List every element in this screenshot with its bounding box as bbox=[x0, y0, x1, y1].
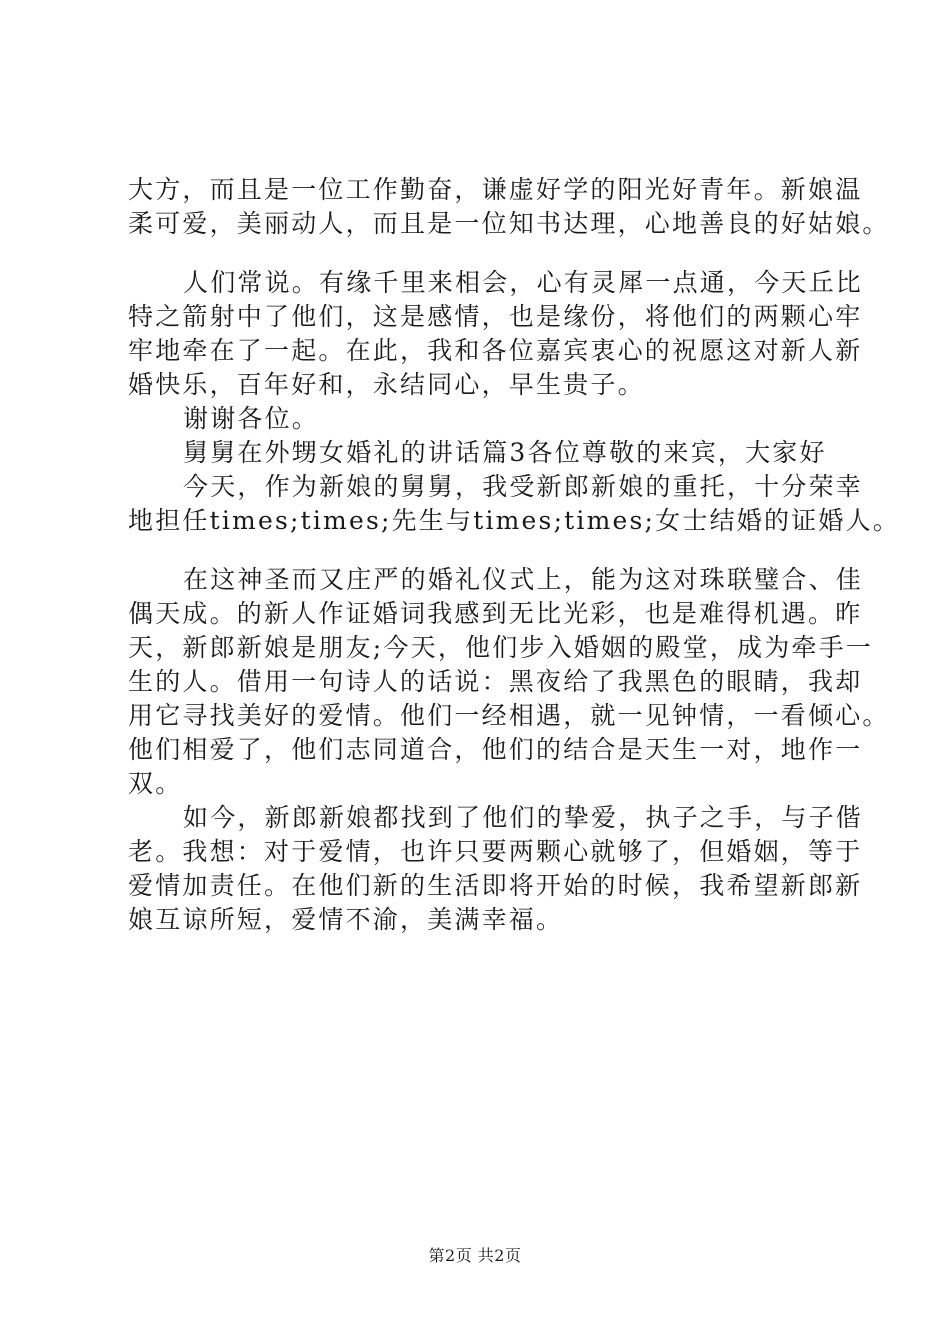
text-line: 双。 bbox=[128, 769, 183, 798]
text-line: 生的人。借用一句诗人的话说：黑夜给了我黑色的眼睛，我却 bbox=[128, 667, 863, 696]
text-line: 偶天成。的新人作证婚词我感到无比光彩，也是难得机遇。昨 bbox=[128, 599, 863, 628]
page-footer: 第2页 共2页 bbox=[428, 1246, 522, 1265]
text-line: 牢地牵在了一起。在此，我和各位嘉宾衷心的祝愿这对新人新 bbox=[128, 336, 863, 365]
text-line: 用它寻找美好的爱情。他们一经相遇，就一见钟情，一看倾心。 bbox=[128, 701, 890, 730]
text-line: 地担任times;times;先生与times;times;女士结婚的证婚人。 bbox=[128, 506, 900, 535]
text-line: 娘互谅所短，爱情不渝，美满幸福。 bbox=[128, 905, 564, 934]
text-line: 柔可爱，美丽动人，而且是一位知书达理，心地善良的好姑娘。 bbox=[128, 209, 890, 238]
thanks-line: 谢谢各位。 bbox=[183, 404, 320, 433]
paragraph-start-line: 今天，作为新娘的舅舅，我受新郎新娘的重托，十分荣幸 bbox=[183, 472, 864, 501]
text-line: 他们相爱了，他们志同道合，他们的结合是天生一对，地作一 bbox=[128, 735, 863, 764]
text-line: 天，新郎新娘是朋友;今天，他们步入婚姻的殿堂，成为牵手一 bbox=[128, 633, 874, 662]
text-line: 大方，而且是一位工作勤奋，谦虚好学的阳光好青年。新娘温 bbox=[128, 175, 863, 204]
text-line: 婚快乐，百年好和，永结同心，早生贵子。 bbox=[128, 370, 645, 399]
section-heading-line: 舅舅在外甥女婚礼的讲话篇3各位尊敬的来宾，大家好 bbox=[183, 438, 827, 467]
paragraph-start-line: 如今，新郎新娘都找到了他们的挚爱，执子之手，与子偕 bbox=[183, 803, 864, 832]
paragraph-start-line: 在这神圣而又庄严的婚礼仪式上，能为这对珠联璧合、佳 bbox=[183, 565, 864, 594]
text-line: 特之箭射中了他们，这是感情，也是缘份，将他们的两颗心牢 bbox=[128, 302, 863, 331]
text-line: 爱情加责任。在他们新的生活即将开始的时候，我希望新郎新 bbox=[128, 871, 863, 900]
paragraph-start-line: 人们常说。有缘千里来相会，心有灵犀一点通，今天丘比 bbox=[183, 268, 864, 297]
text-line: 老。我想：对于爱情，也许只要两颗心就够了，但婚姻，等于 bbox=[128, 837, 863, 866]
